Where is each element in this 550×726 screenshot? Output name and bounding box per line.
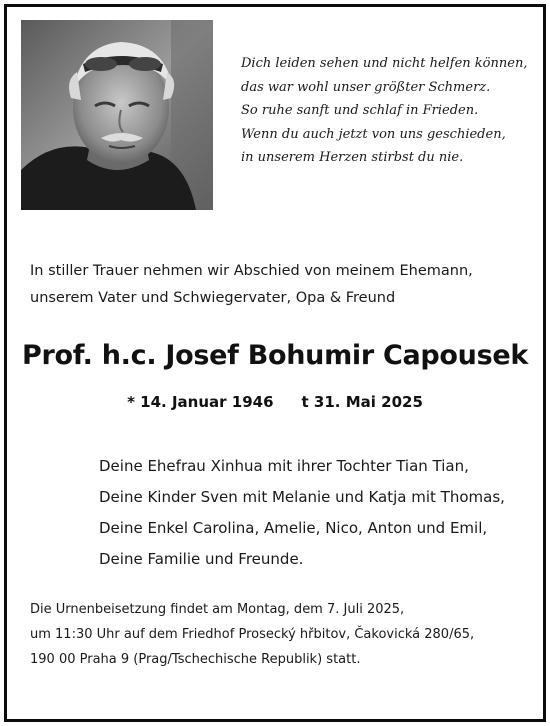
poem-line: in unserem Herzen stirbst du nie. [241,150,464,165]
intro-line: unserem Vater und Schwiegervater, Opa & Freund [30,290,396,306]
intro-line: In stiller Trauer nehmen wir Abschied von meinem Ehemann, [30,263,473,279]
funeral-details [30,597,530,672]
life-dates [0,393,550,411]
mourner-line: Deine Familie und Freunde. [99,550,304,568]
poem-line: So ruhe sanft und schlaf in Frieden. [241,103,479,118]
mourner-line: Deine Kinder Sven mit Melanie und Katja mit Thomas, [99,488,505,506]
deceased-name: Prof. h.c. Josef Bohumir Capousek [21,340,529,371]
farewell-intro [30,258,530,312]
mourner-line: Deine Ehefrau Xinhua mit ihrer Tochter Tian Tian, [99,457,469,475]
mourner-line: Deine Enkel Carolina, Amelie, Nico, Anton und Emil, [99,519,488,537]
poem-line: das war wohl unser größter Schmerz. [241,79,491,95]
funeral-line: um 11:30 Uhr auf dem Friedhof Prosecký hřbitov, Čakovická 280/65, [30,627,475,642]
poem [241,52,531,170]
birth-date: * 14. Januar 1946 [127,393,274,411]
poem-line: Wenn du auch jetzt von uns geschieden, [241,126,506,142]
mourners-list [99,451,529,575]
death-date: t 31. Mai 2025 [301,393,423,411]
funeral-line: Die Urnenbeisetzung findet am Montag, dem 7. Juli 2025, [30,602,405,617]
portrait-photo [21,20,213,210]
funeral-line: 190 00 Praha 9 (Prag/Tschechische Republik) statt. [30,652,361,667]
poem-line: Dich leiden sehen und nicht helfen können, [241,56,528,71]
